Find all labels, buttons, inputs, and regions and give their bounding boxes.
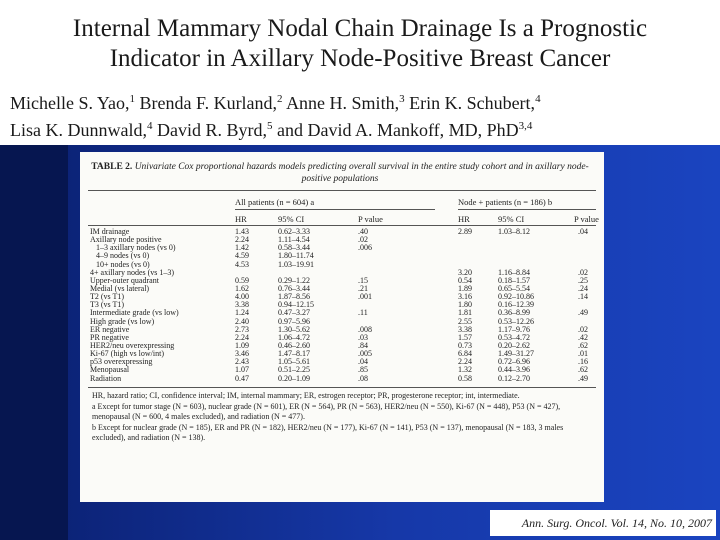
author: Brenda F. Kurland,$^2$ [139,93,283,113]
slide-left-bar [0,145,68,540]
table-cell: .84 [358,340,368,350]
table-cell: 0.65–5.54 [498,283,530,293]
row-label: Radiation [90,373,122,383]
table-cell: 0.20–1.09 [278,373,310,383]
table-cell: 0.97–5.96 [278,316,310,326]
table-cell: .006 [358,243,372,253]
authors-line-2 [10,115,715,142]
table-cell: 0.18–1.57 [498,275,530,285]
table-cell: .21 [358,283,368,293]
table-cell: 1.07 [235,365,249,375]
table-cell: 0.47 [235,373,249,383]
row-label: p53 overexpressing [90,357,153,367]
top-rule [88,190,596,191]
table-cell: 0.54 [458,275,472,285]
table-cell: 1.49–31.27 [498,349,534,359]
journal-citation: Ann. Surg. Oncol. Vol. 14, No. 10, 2007 [490,510,716,536]
table-cell: .08 [358,373,368,383]
table-cell: .16 [578,357,588,367]
row-label: Upper-outer quadrant [90,275,159,285]
table-cell: .49 [578,308,588,318]
table-cell: 4.59 [235,251,249,261]
table-cell: 1.80–11.74 [278,251,314,261]
author: and David A. Mankoff, MD, PhD$^{3,4}$ [276,120,533,140]
table-cell: .04 [578,227,588,236]
table-cell: 1.11–4.54 [278,235,310,245]
table-caption-text: Univariate Cox proportional hazards models predicting overall survival in the entire study cohort and in axillary node-positive populations [134,162,589,184]
table-cell: 2.55 [458,316,472,326]
table-cell: .001 [358,292,372,302]
table-cell: 0.53–12.26 [498,316,534,326]
col-header: HR [458,214,470,224]
author: Lisa K. Dunnwald,$^4$ [10,120,153,140]
table-footnotes [92,391,597,444]
col-header: 95% CI [278,214,305,224]
row-label: HER2/neu overexpressing [90,340,175,350]
table-cell: .49 [578,373,588,383]
table-cell: 2.24 [235,332,249,342]
row-label: IM drainage [90,227,130,236]
row-label: Intermediate grade (vs low) [90,308,179,318]
table-cell: 0.53–4.72 [498,332,530,342]
group-rule-node [458,209,596,210]
table-cell: .14 [578,292,588,302]
table-cell: 0.44–3.96 [498,365,530,375]
table-cell: 0.36–8.99 [498,308,530,318]
table-cell: 1.24 [235,308,249,318]
row-label: Menopausal [90,365,130,375]
footnote: b Except for nuclear grade (N = 185), ER and PR (N = 182), HER2/neu (N = 177), Ki-67 (N = 141), P53 (N = 137), menopausal (N = 183, 3 males excluded), and radiation (N = 138). [92,422,564,442]
table-image-panel [80,152,604,502]
table-cell: .01 [578,349,588,359]
author: David R. Byrd,$^5$ [156,120,273,140]
table-cell: 1.17–9.76 [498,324,530,334]
table-cell: 2.73 [235,324,249,334]
table-cell: 1.05–5.61 [278,357,310,367]
table-cell: 0.20–2.62 [498,340,530,350]
table-cell: 2.40 [235,316,249,326]
row-label: 4–9 nodes (vs 0) [96,251,150,261]
footnote: HR, hazard ratio; CI, confidence interval; IM, internal mammary; ER, estrogen receptor; PR, progesterone receptor; int, intermediate. [92,391,520,400]
table-cell: .42 [578,332,588,342]
authors-line-1 [10,88,715,115]
slide-title [0,14,720,74]
group-rule-all [235,209,435,210]
table-cell: 2.24 [458,357,472,367]
table-cell: 0.51–2.25 [278,365,310,375]
header-rule [88,225,596,226]
table-cell: 3.16 [458,292,472,302]
table-cell: 1.42 [235,243,249,253]
table-caption [90,161,590,185]
table-cell: 0.12–2.70 [498,373,530,383]
table-label: TABLE 2. [91,162,133,172]
table-cell: 6.84 [458,349,472,359]
row-label: T3 (vs T1) [90,300,125,310]
slide-header [0,0,720,145]
table-cell: .24 [578,283,588,293]
table-cell: 2.43 [235,357,249,367]
table-cell: 1.09 [235,340,249,350]
table-cell: 1.06–4.72 [278,332,310,342]
table-cell: .15 [358,275,368,285]
table-cell: .62 [578,365,588,375]
table-cell: 0.76–3.44 [278,283,310,293]
table-cell: 4.00 [235,292,249,302]
title-line-2: Indicator in Axillary Node-Positive Breast Cancer [109,45,611,72]
table-cell: 0.58 [458,373,472,383]
table-cell: 0.92–10.86 [498,292,534,302]
table-cell: .005 [358,349,372,359]
table-cell: 0.72–6.96 [498,357,530,367]
row-label: Axillary node positive [90,235,162,245]
col-header: P value [574,214,599,224]
table-cell: 3.20 [458,267,472,277]
col-header: 95% CI [498,214,525,224]
author: Erin K. Schubert,$^4$ [409,93,541,113]
table-cell: 1.43 [235,227,249,236]
table-cell: 2.89 [458,227,472,236]
table-cell: 1.87–8.56 [278,292,310,302]
table-cell: .25 [578,275,588,285]
footnote: a Except for tumor stage (N = 603), nuclear grade (N = 601), ER (N = 564), PR (N = 563), HER2/neu (N = 550), Ki-67 (N = 448), P53 (N = 427), menopausal (N = 600, 4 males excluded), and radiation (N = 477). [92,401,561,421]
table-cell: 1.89 [458,283,472,293]
table-cell: 2.24 [235,235,249,245]
table-cell: 1.80 [458,300,472,310]
table-cell: 1.47–8.17 [278,349,310,359]
table-cell: .02 [578,267,588,277]
table-body [90,228,598,383]
table-cell: 1.32 [458,365,472,375]
table-row [90,228,598,236]
table-cell: 4.53 [235,259,249,269]
table-cell: 1.30–5.62 [278,324,310,334]
table-cell: .02 [578,324,588,334]
table-cell: .008 [358,324,372,334]
table-row [90,252,598,260]
table-cell: 1.03–19.91 [278,259,314,269]
table-cell: 3.46 [235,349,249,359]
author-list [10,88,715,142]
row-label: PR negative [90,332,129,342]
row-label: 10+ nodes (vs 0) [96,259,150,269]
table-cell: 1.16–8.84 [498,267,530,277]
table-cell: .02 [358,235,368,245]
group-header-node: Node + patients (n = 186) b [458,197,553,207]
group-header-all: All patients (n = 604) a [235,197,315,207]
table-row [90,244,598,252]
author: Michelle S. Yao,$^1$ [10,93,136,113]
table-cell: .11 [358,308,368,318]
bottom-rule [88,387,596,388]
col-header: P value [358,214,383,224]
row-label: 1–3 axillary nodes (vs 0) [96,243,176,253]
row-label: 4+ axillary nodes (vs 1–3) [90,267,175,277]
table-cell: .85 [358,365,368,375]
table-cell: 0.58–3.44 [278,243,310,253]
row-label: Ki-67 (high vs low/int) [90,349,164,359]
table-cell: 0.16–12.39 [498,300,534,310]
table-cell: 1.57 [458,332,472,342]
table-cell: .03 [358,332,368,342]
table-cell: 0.94–12.15 [278,300,314,310]
table-cell: 1.03–8.12 [498,227,530,236]
table-cell: .62 [578,340,588,350]
table-cell: 0.47–3.27 [278,308,310,318]
table-cell: 3.38 [235,300,249,310]
table-cell: 0.29–1.22 [278,275,310,285]
table-row [90,375,598,383]
row-label: ER negative [90,324,130,334]
table-cell: 0.59 [235,275,249,285]
title-line-1: Internal Mammary Nodal Chain Drainage Is a Prognostic [72,15,648,42]
table-cell: 0.73 [458,340,472,350]
col-header: HR [235,214,247,224]
table-cell: 0.46–2.60 [278,340,310,350]
author: Anne H. Smith,$^3$ [286,93,405,113]
row-label: T2 (vs T1) [90,292,125,302]
row-label: High grade (vs low) [90,316,155,326]
table-cell: 3.38 [458,324,472,334]
row-label: Medial (vs lateral) [90,283,150,293]
table-cell: .40 [358,227,368,236]
table-cell: 0.62–3.33 [278,227,310,236]
table-cell: 1.62 [235,283,249,293]
table-cell: 1.81 [458,308,472,318]
table-cell: .04 [358,357,368,367]
